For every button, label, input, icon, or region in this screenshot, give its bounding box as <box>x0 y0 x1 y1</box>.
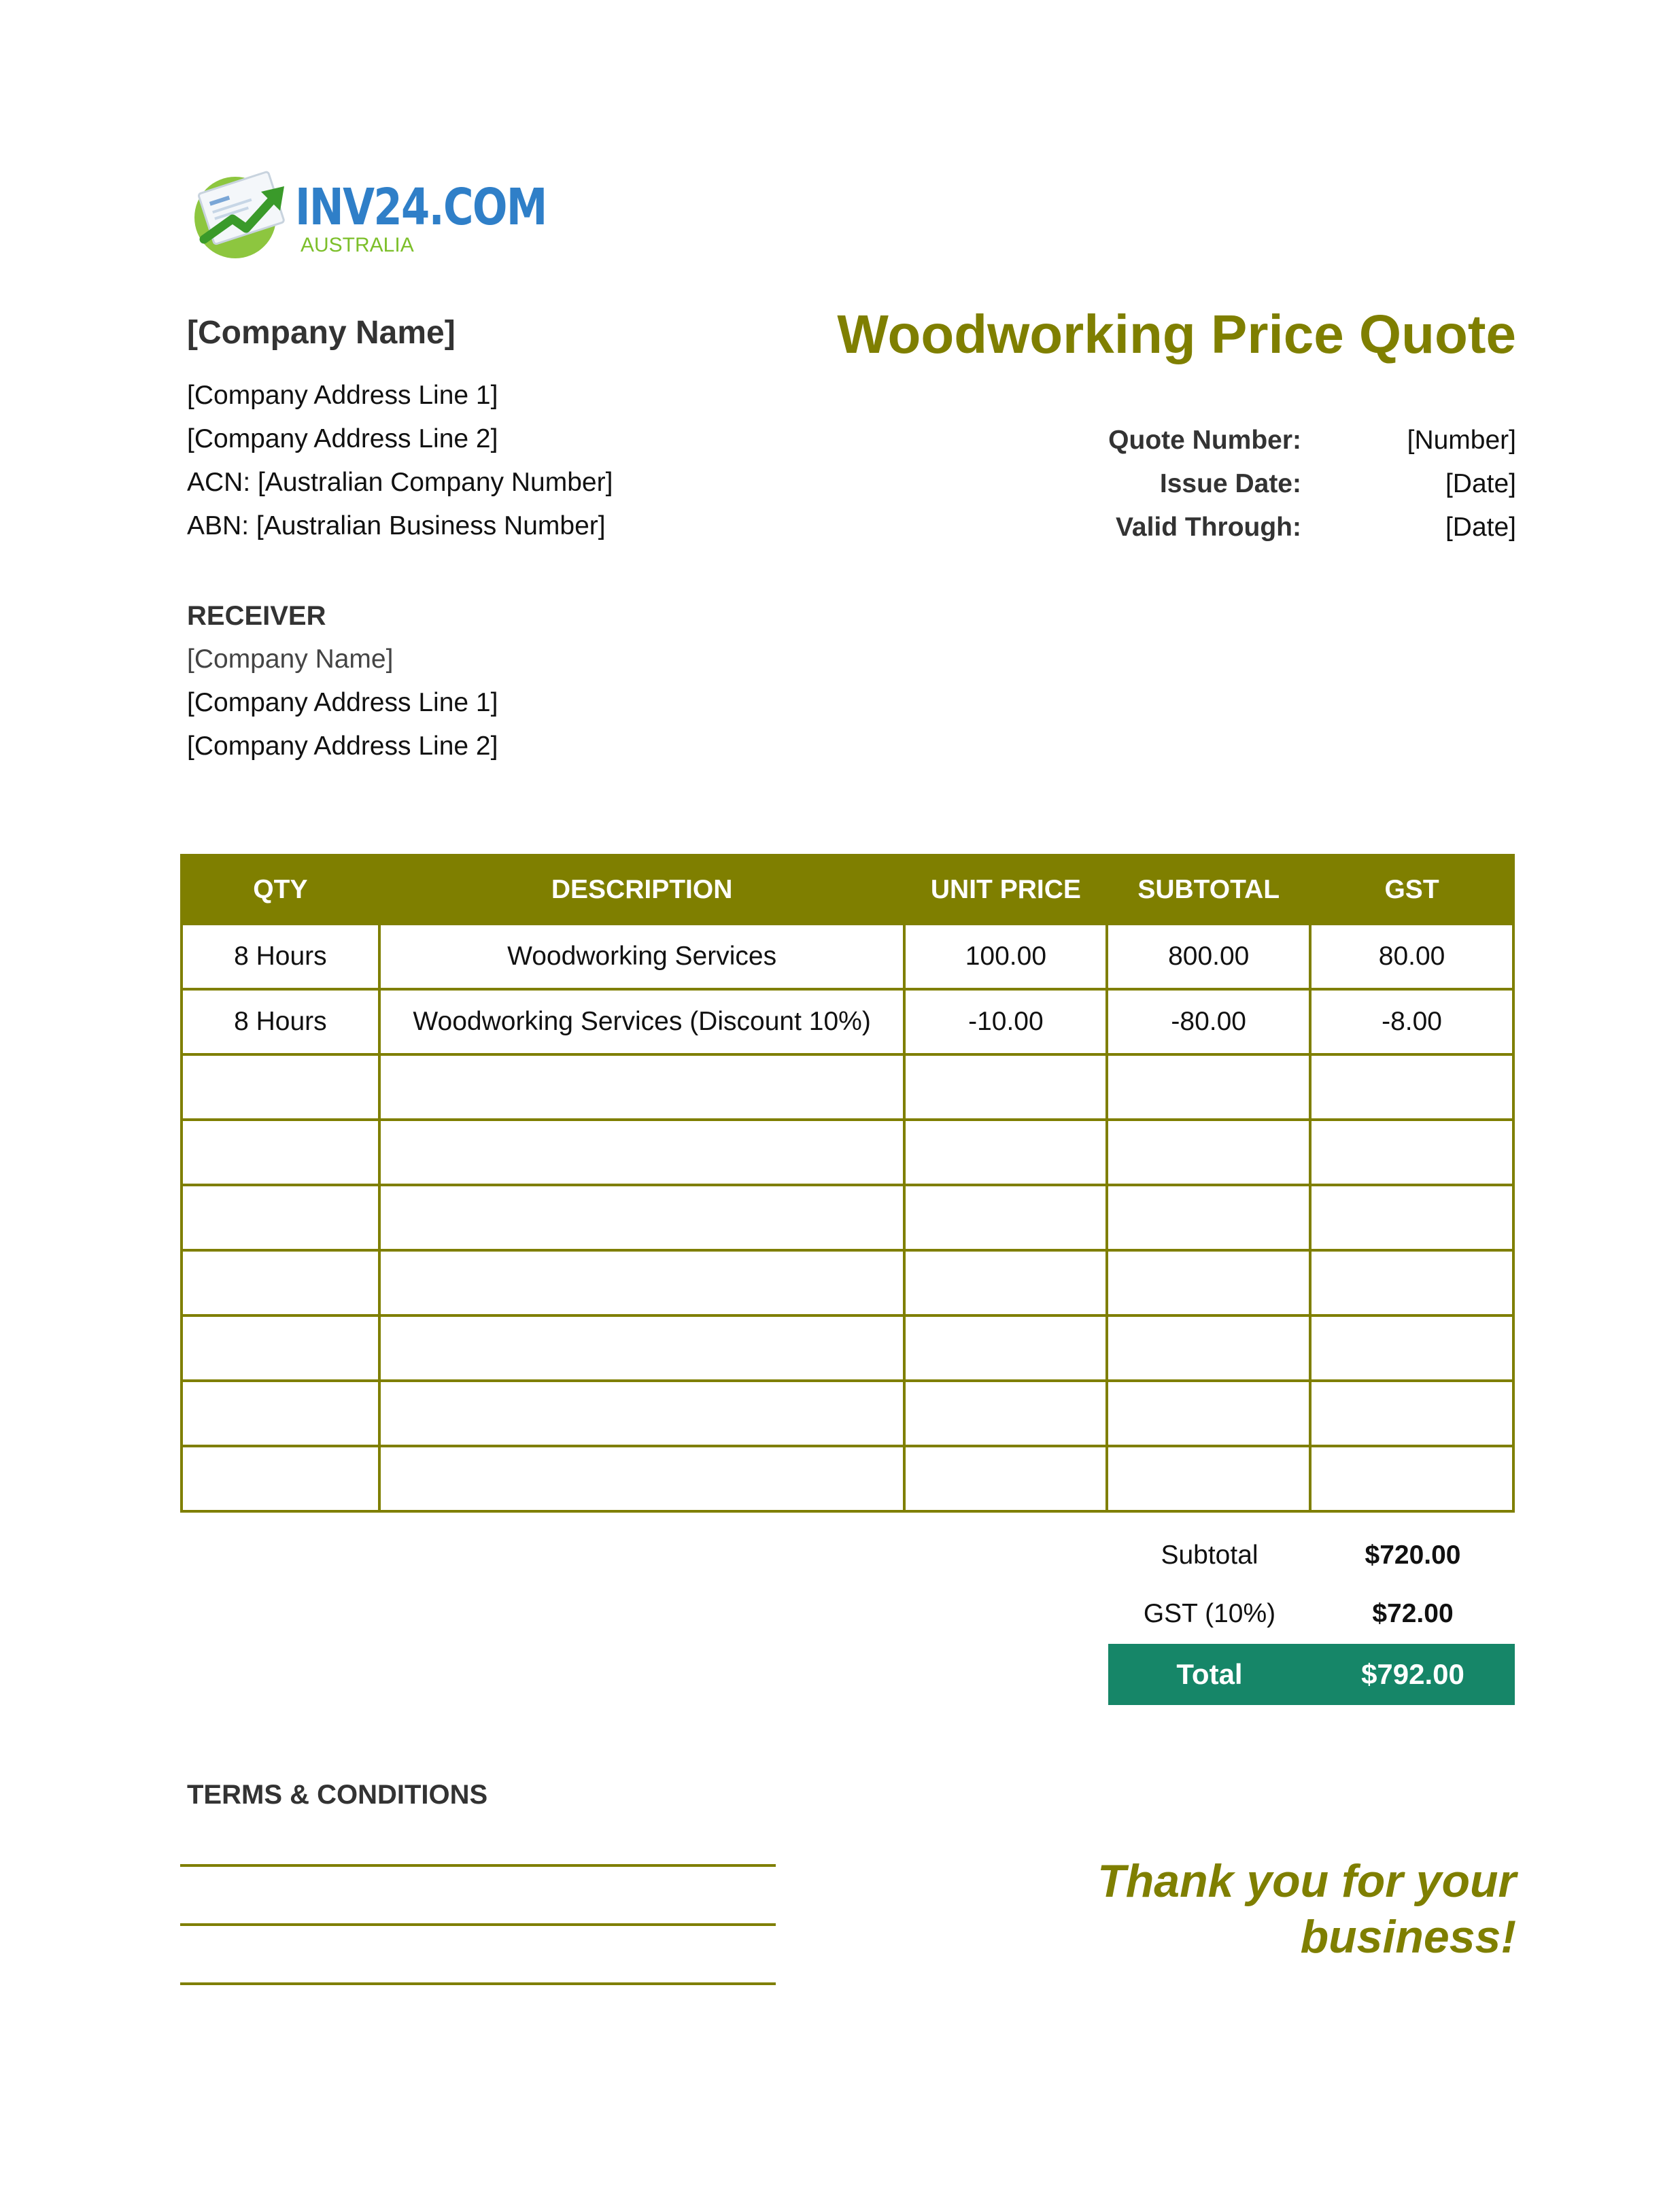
terms-line <box>180 1982 776 1985</box>
cell-qty: 8 Hours <box>182 924 379 989</box>
cell-gst <box>1310 1381 1513 1446</box>
cell-subtotal <box>1107 1315 1310 1381</box>
cell-subtotal <box>1107 1446 1310 1511</box>
subtotal-label: Subtotal <box>1161 1541 1258 1570</box>
cell-subtotal <box>1107 1054 1310 1120</box>
cell-description <box>379 1120 905 1185</box>
quote-number-label: Quote Number: <box>1108 426 1301 455</box>
receiver-heading: RECEIVER <box>187 601 326 631</box>
total-label: Total <box>1176 1658 1243 1690</box>
cell-unit-price <box>904 1185 1107 1250</box>
document-title: Woodworking Price Quote <box>837 304 1516 364</box>
cell-unit-price <box>904 1381 1107 1446</box>
cell-gst <box>1310 1446 1513 1511</box>
items-table <box>180 854 1515 1513</box>
table-row <box>182 1446 1513 1511</box>
cell-gst <box>1310 1185 1513 1250</box>
cell-description <box>379 1185 905 1250</box>
cell-unit-price <box>904 1120 1107 1185</box>
column-header-unit-price: UNIT PRICE <box>904 855 1107 924</box>
gst-label: GST (10%) <box>1143 1599 1276 1628</box>
terms-line <box>180 1864 776 1867</box>
column-header-subtotal: SUBTOTAL <box>1107 855 1310 924</box>
sender-company-name: [Company Name] <box>187 315 456 351</box>
issue-date-label: Issue Date: <box>1159 469 1301 498</box>
cell-subtotal <box>1107 1250 1310 1315</box>
cell-qty <box>182 1250 379 1315</box>
column-header-qty: QTY <box>182 855 379 924</box>
sender-address-line-1: [Company Address Line 1] <box>187 381 498 410</box>
cell-unit-price: 100.00 <box>904 924 1107 989</box>
cell-subtotal <box>1107 1185 1310 1250</box>
cell-gst: -8.00 <box>1310 989 1513 1054</box>
quote-number-value: [Number] <box>1407 426 1516 455</box>
receiver-address-line-1: [Company Address Line 1] <box>187 688 498 717</box>
cell-qty <box>182 1120 379 1185</box>
cell-gst <box>1310 1250 1513 1315</box>
total-value: $792.00 <box>1361 1658 1464 1690</box>
logo-icon <box>185 163 294 265</box>
valid-through-label: Valid Through: <box>1116 513 1301 542</box>
cell-description: Woodworking Services (Discount 10%) <box>379 989 905 1054</box>
cell-qty <box>182 1054 379 1120</box>
thank-you-line-2: business! <box>1300 1911 1516 1963</box>
cell-subtotal <box>1107 1381 1310 1446</box>
cell-description <box>379 1250 905 1315</box>
cell-description: Woodworking Services <box>379 924 905 989</box>
cell-gst <box>1310 1315 1513 1381</box>
terms-line <box>180 1923 776 1926</box>
issue-date-value: [Date] <box>1445 469 1516 498</box>
logo-subtitle: AUSTRALIA <box>301 234 414 256</box>
table-row <box>182 1120 1513 1185</box>
gst-value: $72.00 <box>1372 1599 1454 1628</box>
cell-gst <box>1310 1120 1513 1185</box>
logo-title: INV24.COM <box>295 178 547 237</box>
valid-through-value: [Date] <box>1445 513 1516 542</box>
sender-acn: ACN: [Australian Company Number] <box>187 468 613 497</box>
table-row <box>182 1381 1513 1446</box>
sender-abn: ABN: [Australian Business Number] <box>187 511 606 540</box>
sender-address-line-2: [Company Address Line 2] <box>187 424 498 453</box>
table-row <box>182 989 1513 1054</box>
receiver-company-name: [Company Name] <box>187 644 394 674</box>
cell-qty <box>182 1381 379 1446</box>
cell-unit-price <box>904 1250 1107 1315</box>
cell-qty <box>182 1446 379 1511</box>
cell-gst <box>1310 1054 1513 1120</box>
company-logo <box>185 163 547 265</box>
cell-unit-price: -10.00 <box>904 989 1107 1054</box>
cell-description <box>379 1446 905 1511</box>
total-bar <box>1108 1644 1515 1705</box>
cell-unit-price <box>904 1054 1107 1120</box>
cell-qty <box>182 1315 379 1381</box>
table-row <box>182 1185 1513 1250</box>
table-row <box>182 1250 1513 1315</box>
cell-unit-price <box>904 1315 1107 1381</box>
cell-subtotal: -80.00 <box>1107 989 1310 1054</box>
cell-description <box>379 1315 905 1381</box>
table-row <box>182 1315 1513 1381</box>
cell-description <box>379 1381 905 1446</box>
table-row <box>182 924 1513 989</box>
cell-description <box>379 1054 905 1120</box>
table-row <box>182 1054 1513 1120</box>
cell-subtotal <box>1107 1120 1310 1185</box>
cell-subtotal: 800.00 <box>1107 924 1310 989</box>
cell-qty: 8 Hours <box>182 989 379 1054</box>
column-header-description: DESCRIPTION <box>379 855 905 924</box>
cell-qty <box>182 1185 379 1250</box>
receiver-address-line-2: [Company Address Line 2] <box>187 732 498 761</box>
cell-unit-price <box>904 1446 1107 1511</box>
cell-gst: 80.00 <box>1310 924 1513 989</box>
terms-heading: TERMS & CONDITIONS <box>187 1780 488 1810</box>
table-header-row <box>182 855 1513 924</box>
thank-you-line-1: Thank you for your <box>1097 1855 1516 1907</box>
subtotal-value: $720.00 <box>1365 1541 1461 1570</box>
column-header-gst: GST <box>1310 855 1513 924</box>
thank-you-message <box>904 1853 1516 1965</box>
